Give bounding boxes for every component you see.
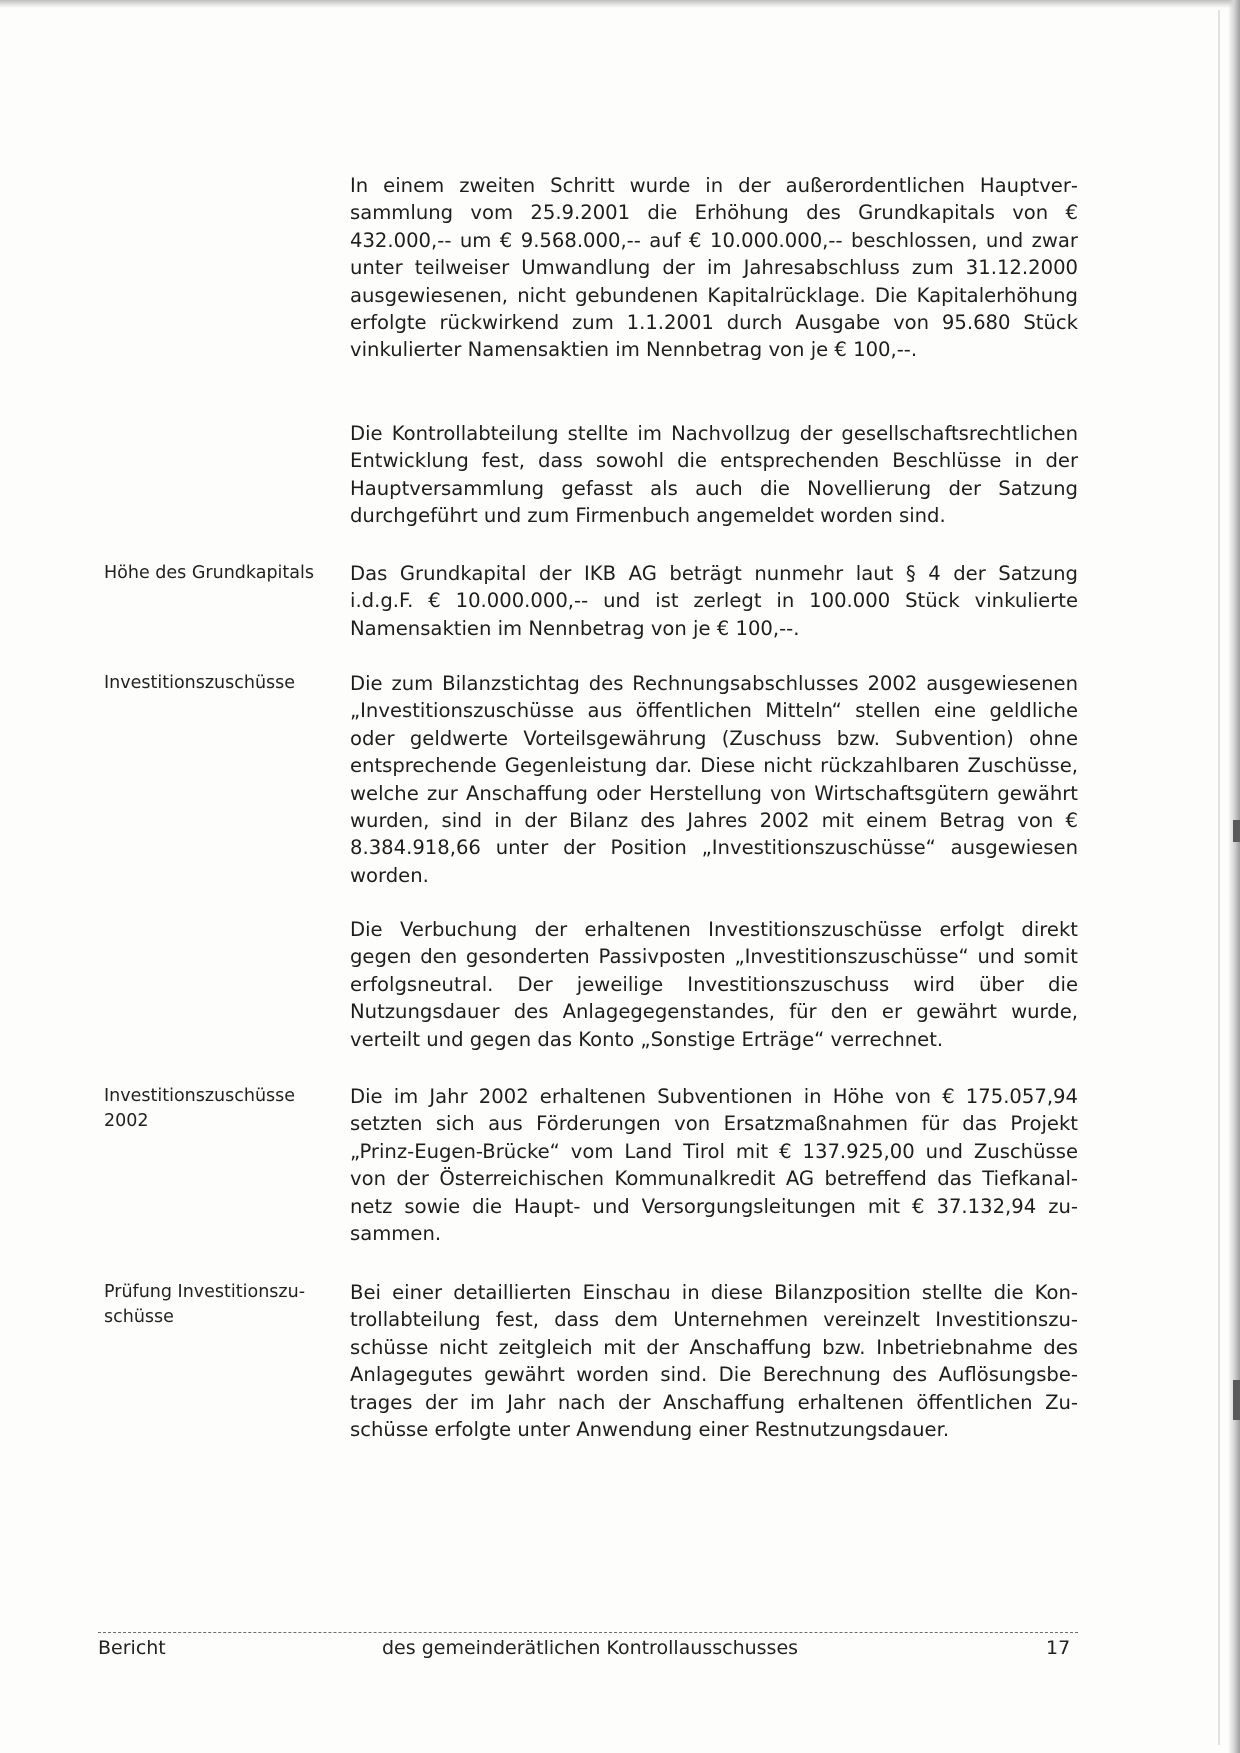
paragraph-pruefung-investitionszuschuesse: Bei einer detaillierten Einschau in diese Bilanzposition stellte die Kontrollabteilung fest, dass dem Unternehmen vereinzelt Investitionszuschüsse nicht zeitgleich mit der Anschaffung bzw. Inbetriebnahme des Anlagegutes gewährt worden sind. Die Berechnung des Auflösungsbetrages der im Jahr nach der Anschaffung erhaltenen öffentlichen Zuschüsse erfolgte unter Anwendung einer Restnutzungsdauer. [350, 1281, 1078, 1442]
paragraph-investitionszuschuesse: Die zum Bilanzstichtag des Rechnungsabschlusses 2002 ausgewiesenen „Investitionszuschüsse aus öffentlichen Mitteln“ stellen eine geldliche oder geldwerte Vorteilsgewährung (Zuschuss bzw. Subvention) ohne entsprechende Gegenleistung dar. Diese nicht rückzahlbaren Zuschüsse, welche zur Anschaffung oder Herstellung von Wirtschaftsgütern gewährt wurden, sind in der Bilanz des Jahres 2002 mit einem Betrag von € 8.384.918,66 unter der Position „Investitionszuschüsse“ ausgewiesen worden. [350, 672, 1078, 887]
scan-edge-right-dark-1 [1233, 820, 1240, 842]
scan-edge-right-dark-2 [1233, 1380, 1240, 1420]
footer-left: Bericht [98, 1637, 166, 1659]
paragraph-investitionszuschuesse-2002: Die im Jahr 2002 erhaltenen Subventionen in Höhe von € 175.057,94 setzten sich aus Förderungen von Ersatzmaßnahmen für das Projekt „Prinz-Eugen-Brücke“ vom Land Tirol mit € 137.925,00 und Zuschüsse von der Österreichischen Kommunalkredit AG betreffend das Tiefkanalnetz sowie die Haupt- und Versorgungsleitungen mit € 37.132,94 zusammen. [350, 1085, 1078, 1246]
footer-center: des gemeinderätlichen Kontrollausschusses [382, 1637, 799, 1659]
paragraph-kontrollabteilung-nachvollzug: Die Kontrollabteilung stellte im Nachvollzug der gesellschaftsrechtlichen Entwicklung fest, dass sowohl die entsprechenden Beschlüsse in der Hauptversammlung gefasst als auch die Novellierung der Satzung durchgeführt und zum Firmenbuch angemeldet worden sind. [350, 422, 1078, 528]
footer-rule [98, 1632, 1078, 1633]
paragraph-kapitalerhoehung: In einem zweiten Schritt wurde in der außerordentlichen Hauptversammlung vom 25.9.2001 die Erhöhung des Grundkapitals von € 432.000,-- um € 9.568.000,-- auf € 10.000.000,-- beschlossen, und zwar unter teilweiser Umwandlung der im Jahresabschluss zum 31.12.2000 ausgewiesenen, nicht gebundenen Kapitalrücklage. Die Kapitalerhöhung erfolgte rückwirkend zum 1.1.2001 durch Ausgabe von 95.680 Stück vinkulierter Namensaktien im Nennbetrag von je € 100,--. [350, 174, 1078, 362]
margin-label-investitionszuschuesse-2002: Investitionszuschüsse 2002 [104, 1086, 296, 1131]
paragraph-verbuchung: Die Verbuchung der erhaltenen Investitionszuschüsse erfolgt direkt gegen den gesonderten Passivposten „Investitionszuschüsse“ und somit erfolgsneutral. Der jeweilige Investitionszuschuss wird über die Nutzungsdauer des Anlagegegenstandes, für den er gewährt wurde, verteilt und gegen das Konto „Sonstige Erträge“ verrechnet. [350, 918, 1078, 1051]
paragraph-hoehe-grundkapital: Das Grundkapital der IKB AG beträgt nunmehr laut § 4 der Satzung i.d.g.F. € 10.000.000,-- und ist zerlegt in 100.000 Stück vinkulierte Namensaktien im Nennbetrag von je € 100,--. [350, 562, 1078, 640]
scan-edge-right [1228, 0, 1240, 1753]
page-edge [1218, 10, 1220, 1745]
page-number: 17 [1046, 1637, 1071, 1659]
margin-label-investitionszuschuesse: Investitionszuschüsse [104, 673, 296, 693]
margin-label-hoehe-grundkapital: Höhe des Grundkapitals [104, 563, 314, 583]
scan-edge-top [0, 0, 1240, 8]
margin-label-pruefung-investitionszuschuesse: Prüfung Investitionszuschüsse [104, 1282, 306, 1327]
